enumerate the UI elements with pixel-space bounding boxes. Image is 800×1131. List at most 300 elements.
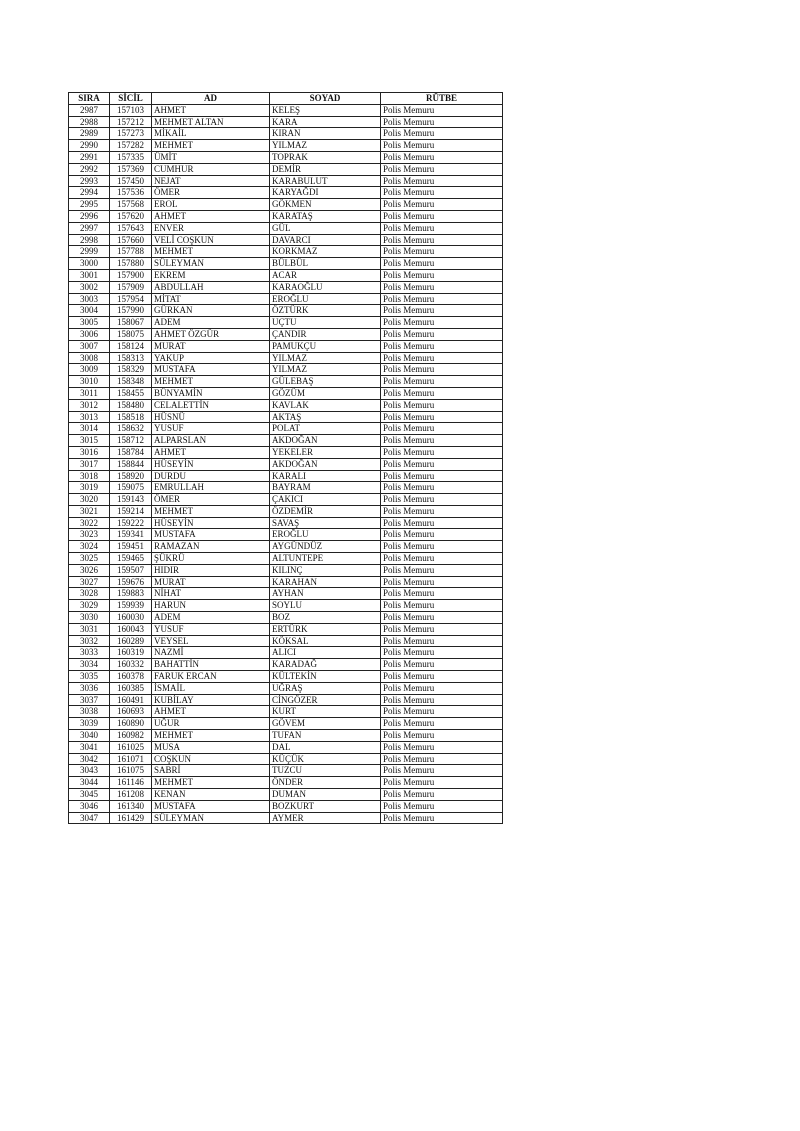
cell-sira: 3038: [69, 706, 110, 718]
table-row: [69, 293, 503, 305]
table-row: [69, 399, 503, 411]
cell-soyad: KÜLTEKİN: [270, 671, 381, 683]
table-row: [69, 671, 503, 683]
cell-sicil: 161429: [110, 812, 152, 824]
cell-ad: NİHAT: [152, 588, 270, 600]
cell-sira: 3034: [69, 659, 110, 671]
cell-sicil: 158313: [110, 352, 152, 364]
cell-sira: 3018: [69, 470, 110, 482]
cell-ad: YUSUF: [152, 623, 270, 635]
cell-ad: BAHATTİN: [152, 659, 270, 671]
cell-ad: MUSA: [152, 741, 270, 753]
cell-rutbe: Polis Memuru: [381, 210, 503, 222]
cell-ad: MEHMET: [152, 730, 270, 742]
cell-soyad: KILINÇ: [270, 564, 381, 576]
cell-ad: GÜRKAN: [152, 305, 270, 317]
cell-sicil: 160385: [110, 682, 152, 694]
cell-ad: FARUK ERCAN: [152, 671, 270, 683]
table-row: [69, 635, 503, 647]
cell-ad: MUSTAFA: [152, 364, 270, 376]
cell-sira: 3029: [69, 600, 110, 612]
cell-ad: SÜLEYMAN: [152, 812, 270, 824]
cell-soyad: ÖZTÜRK: [270, 305, 381, 317]
cell-ad: VEYSEL: [152, 635, 270, 647]
cell-sira: 3001: [69, 269, 110, 281]
cell-rutbe: Polis Memuru: [381, 564, 503, 576]
cell-sicil: 161146: [110, 777, 152, 789]
cell-sicil: 159451: [110, 541, 152, 553]
cell-rutbe: Polis Memuru: [381, 718, 503, 730]
cell-sira: 3037: [69, 694, 110, 706]
table-row: [69, 281, 503, 293]
table-row: [69, 328, 503, 340]
cell-soyad: KARAOĞLU: [270, 281, 381, 293]
cell-sira: 2987: [69, 104, 110, 116]
cell-sira: 2996: [69, 210, 110, 222]
cell-sicil: 158632: [110, 423, 152, 435]
cell-sira: 3015: [69, 435, 110, 447]
cell-sira: 3044: [69, 777, 110, 789]
cell-sicil: 157909: [110, 281, 152, 293]
cell-rutbe: Polis Memuru: [381, 151, 503, 163]
cell-sicil: 161075: [110, 765, 152, 777]
cell-ad: COŞKUN: [152, 753, 270, 765]
cell-sicil: 160332: [110, 659, 152, 671]
cell-sicil: 157788: [110, 246, 152, 258]
cell-ad: CUMHUR: [152, 163, 270, 175]
cell-ad: NAZMİ: [152, 647, 270, 659]
table-row: [69, 116, 503, 128]
table-row: [69, 623, 503, 635]
cell-sira: 3019: [69, 482, 110, 494]
cell-sicil: 158480: [110, 399, 152, 411]
cell-rutbe: Polis Memuru: [381, 529, 503, 541]
cell-soyad: GÜL: [270, 222, 381, 234]
cell-sira: 2990: [69, 140, 110, 152]
cell-sira: 2997: [69, 222, 110, 234]
cell-soyad: YEKELER: [270, 446, 381, 458]
cell-sira: 2989: [69, 128, 110, 140]
table-row: [69, 777, 503, 789]
cell-ad: CELALETTİN: [152, 399, 270, 411]
cell-sira: 3020: [69, 494, 110, 506]
cell-ad: MUSTAFA: [152, 529, 270, 541]
cell-sicil: 160043: [110, 623, 152, 635]
cell-ad: MEHMET: [152, 376, 270, 388]
cell-sicil: 159939: [110, 600, 152, 612]
cell-soyad: PAMUKÇU: [270, 340, 381, 352]
cell-rutbe: Polis Memuru: [381, 671, 503, 683]
cell-rutbe: Polis Memuru: [381, 128, 503, 140]
cell-sira: 2992: [69, 163, 110, 175]
cell-sicil: 158518: [110, 411, 152, 423]
cell-sira: 3005: [69, 317, 110, 329]
cell-sira: 3024: [69, 541, 110, 553]
cell-soyad: KARALI: [270, 470, 381, 482]
cell-rutbe: Polis Memuru: [381, 399, 503, 411]
cell-rutbe: Polis Memuru: [381, 317, 503, 329]
header-sicil: SİCİL: [110, 93, 152, 105]
cell-ad: HARUN: [152, 600, 270, 612]
cell-ad: AHMET: [152, 210, 270, 222]
table-row: [69, 765, 503, 777]
cell-sicil: 157282: [110, 140, 152, 152]
cell-ad: BÜNYAMİN: [152, 387, 270, 399]
cell-soyad: EROĞLU: [270, 293, 381, 305]
cell-sira: 3023: [69, 529, 110, 541]
cell-rutbe: Polis Memuru: [381, 694, 503, 706]
table-row: [69, 151, 503, 163]
cell-ad: KUBİLAY: [152, 694, 270, 706]
cell-soyad: BAYRAM: [270, 482, 381, 494]
personnel-table: [68, 92, 503, 824]
cell-sicil: 157643: [110, 222, 152, 234]
cell-sira: 2995: [69, 199, 110, 211]
cell-rutbe: Polis Memuru: [381, 706, 503, 718]
cell-rutbe: Polis Memuru: [381, 659, 503, 671]
cell-rutbe: Polis Memuru: [381, 411, 503, 423]
cell-soyad: DEMİR: [270, 163, 381, 175]
cell-sicil: 157954: [110, 293, 152, 305]
cell-sicil: 158329: [110, 364, 152, 376]
table-row: [69, 175, 503, 187]
header-soyad: SOYAD: [270, 93, 381, 105]
table-row: [69, 564, 503, 576]
cell-sira: 3033: [69, 647, 110, 659]
cell-sicil: 157103: [110, 104, 152, 116]
table-row: [69, 435, 503, 447]
cell-sicil: 157568: [110, 199, 152, 211]
cell-sicil: 161025: [110, 741, 152, 753]
cell-soyad: ÖNDER: [270, 777, 381, 789]
cell-sicil: 158844: [110, 458, 152, 470]
cell-soyad: KIRAN: [270, 128, 381, 140]
cell-rutbe: Polis Memuru: [381, 305, 503, 317]
cell-sicil: 160030: [110, 612, 152, 624]
table-row: [69, 104, 503, 116]
table-row: [69, 494, 503, 506]
cell-rutbe: Polis Memuru: [381, 340, 503, 352]
cell-rutbe: Polis Memuru: [381, 140, 503, 152]
cell-sicil: 157536: [110, 187, 152, 199]
cell-rutbe: Polis Memuru: [381, 104, 503, 116]
cell-soyad: GÖVEM: [270, 718, 381, 730]
cell-soyad: TUFAN: [270, 730, 381, 742]
cell-rutbe: Polis Memuru: [381, 741, 503, 753]
cell-ad: ADEM: [152, 612, 270, 624]
table-row: [69, 753, 503, 765]
cell-sira: 3031: [69, 623, 110, 635]
cell-sicil: 160693: [110, 706, 152, 718]
cell-ad: MEHMET: [152, 505, 270, 517]
cell-sicil: 157900: [110, 269, 152, 281]
cell-rutbe: Polis Memuru: [381, 765, 503, 777]
cell-sicil: 159341: [110, 529, 152, 541]
table-row: [69, 446, 503, 458]
table-row: [69, 682, 503, 694]
table-row: [69, 305, 503, 317]
table-row: [69, 317, 503, 329]
table-row: [69, 340, 503, 352]
cell-soyad: YILMAZ: [270, 140, 381, 152]
table-row: [69, 706, 503, 718]
cell-soyad: GÜLEBAŞ: [270, 376, 381, 388]
cell-sicil: 160378: [110, 671, 152, 683]
cell-rutbe: Polis Memuru: [381, 387, 503, 399]
table-row: [69, 517, 503, 529]
cell-soyad: AKDOĞAN: [270, 458, 381, 470]
cell-sicil: 161340: [110, 800, 152, 812]
cell-rutbe: Polis Memuru: [381, 482, 503, 494]
cell-sira: 3041: [69, 741, 110, 753]
table-row: [69, 694, 503, 706]
cell-ad: DURDU: [152, 470, 270, 482]
cell-soyad: KARABULUT: [270, 175, 381, 187]
cell-soyad: KURT: [270, 706, 381, 718]
cell-soyad: KARADAĞ: [270, 659, 381, 671]
cell-ad: HÜSEYİN: [152, 517, 270, 529]
cell-sira: 3035: [69, 671, 110, 683]
table-row: [69, 553, 503, 565]
cell-rutbe: Polis Memuru: [381, 246, 503, 258]
cell-sicil: 160982: [110, 730, 152, 742]
cell-rutbe: Polis Memuru: [381, 612, 503, 624]
table-row: [69, 411, 503, 423]
cell-sicil: 159676: [110, 576, 152, 588]
cell-soyad: ÇAKICI: [270, 494, 381, 506]
cell-sira: 3004: [69, 305, 110, 317]
cell-soyad: BÜLBÜL: [270, 258, 381, 270]
cell-rutbe: Polis Memuru: [381, 364, 503, 376]
cell-ad: MURAT: [152, 340, 270, 352]
cell-sira: 3009: [69, 364, 110, 376]
cell-soyad: POLAT: [270, 423, 381, 435]
cell-sira: 3011: [69, 387, 110, 399]
cell-rutbe: Polis Memuru: [381, 423, 503, 435]
cell-sicil: 160491: [110, 694, 152, 706]
cell-ad: EROL: [152, 199, 270, 211]
cell-rutbe: Polis Memuru: [381, 682, 503, 694]
table-row: [69, 730, 503, 742]
cell-sicil: 158920: [110, 470, 152, 482]
cell-rutbe: Polis Memuru: [381, 553, 503, 565]
cell-sicil: 160890: [110, 718, 152, 730]
cell-ad: VELİ COŞKUN: [152, 234, 270, 246]
cell-soyad: SOYLU: [270, 600, 381, 612]
cell-ad: MİTAT: [152, 293, 270, 305]
cell-rutbe: Polis Memuru: [381, 187, 503, 199]
cell-ad: MİKAİL: [152, 128, 270, 140]
cell-soyad: KELEŞ: [270, 104, 381, 116]
cell-soyad: EROĞLU: [270, 529, 381, 541]
cell-soyad: AYGÜNDÜZ: [270, 541, 381, 553]
cell-ad: ŞÜKRÜ: [152, 553, 270, 565]
table-row: [69, 612, 503, 624]
cell-sira: 3008: [69, 352, 110, 364]
cell-ad: EKREM: [152, 269, 270, 281]
cell-soyad: KAVLAK: [270, 399, 381, 411]
cell-sira: 3021: [69, 505, 110, 517]
cell-rutbe: Polis Memuru: [381, 812, 503, 824]
table-row: [69, 482, 503, 494]
cell-ad: MEHMET ALTAN: [152, 116, 270, 128]
table-row: [69, 234, 503, 246]
cell-soyad: KARAHAN: [270, 576, 381, 588]
cell-sira: 3012: [69, 399, 110, 411]
cell-sira: 3000: [69, 258, 110, 270]
cell-sira: 3003: [69, 293, 110, 305]
cell-rutbe: Polis Memuru: [381, 494, 503, 506]
cell-ad: AHMET: [152, 706, 270, 718]
cell-rutbe: Polis Memuru: [381, 647, 503, 659]
table-body: [69, 104, 503, 824]
cell-sira: 2999: [69, 246, 110, 258]
cell-sicil: 157660: [110, 234, 152, 246]
table-row: [69, 800, 503, 812]
cell-soyad: TOPRAK: [270, 151, 381, 163]
cell-ad: HIDIR: [152, 564, 270, 576]
cell-sicil: 158784: [110, 446, 152, 458]
cell-ad: SABRİ: [152, 765, 270, 777]
cell-rutbe: Polis Memuru: [381, 789, 503, 801]
table-row: [69, 541, 503, 553]
cell-rutbe: Polis Memuru: [381, 446, 503, 458]
table-row: [69, 576, 503, 588]
cell-rutbe: Polis Memuru: [381, 234, 503, 246]
cell-ad: ALPARSLAN: [152, 435, 270, 447]
cell-rutbe: Polis Memuru: [381, 576, 503, 588]
cell-soyad: GÖZÜM: [270, 387, 381, 399]
cell-sira: 3028: [69, 588, 110, 600]
table-row: [69, 140, 503, 152]
cell-ad: MEHMET: [152, 140, 270, 152]
cell-rutbe: Polis Memuru: [381, 600, 503, 612]
cell-sira: 3017: [69, 458, 110, 470]
cell-rutbe: Polis Memuru: [381, 635, 503, 647]
cell-rutbe: Polis Memuru: [381, 470, 503, 482]
table-row: [69, 364, 503, 376]
cell-rutbe: Polis Memuru: [381, 281, 503, 293]
cell-rutbe: Polis Memuru: [381, 505, 503, 517]
cell-soyad: AYMER: [270, 812, 381, 824]
cell-sira: 3014: [69, 423, 110, 435]
cell-soyad: CİNGÖZER: [270, 694, 381, 706]
table-row: [69, 210, 503, 222]
cell-sicil: 159507: [110, 564, 152, 576]
cell-ad: HÜSEYİN: [152, 458, 270, 470]
cell-sicil: 161208: [110, 789, 152, 801]
cell-sicil: 161071: [110, 753, 152, 765]
table-row: [69, 647, 503, 659]
cell-soyad: ACAR: [270, 269, 381, 281]
cell-ad: YAKUP: [152, 352, 270, 364]
cell-sicil: 158075: [110, 328, 152, 340]
cell-soyad: KÖKSAL: [270, 635, 381, 647]
cell-ad: AHMET ÖZGÜR: [152, 328, 270, 340]
table-row: [69, 258, 503, 270]
cell-rutbe: Polis Memuru: [381, 116, 503, 128]
cell-soyad: AKTAŞ: [270, 411, 381, 423]
cell-soyad: KARATAŞ: [270, 210, 381, 222]
cell-sira: 3025: [69, 553, 110, 565]
cell-rutbe: Polis Memuru: [381, 163, 503, 175]
table-row: [69, 718, 503, 730]
cell-soyad: ERTÜRK: [270, 623, 381, 635]
cell-rutbe: Polis Memuru: [381, 293, 503, 305]
cell-rutbe: Polis Memuru: [381, 623, 503, 635]
cell-sira: 3007: [69, 340, 110, 352]
cell-sira: 3026: [69, 564, 110, 576]
cell-soyad: KÜÇÜK: [270, 753, 381, 765]
cell-ad: RAMAZAN: [152, 541, 270, 553]
cell-sicil: 158124: [110, 340, 152, 352]
cell-soyad: TUZCU: [270, 765, 381, 777]
table-row: [69, 600, 503, 612]
cell-sicil: 158348: [110, 376, 152, 388]
cell-soyad: YILMAZ: [270, 352, 381, 364]
cell-ad: HÜSNÜ: [152, 411, 270, 423]
cell-rutbe: Polis Memuru: [381, 199, 503, 211]
cell-sira: 2994: [69, 187, 110, 199]
cell-rutbe: Polis Memuru: [381, 800, 503, 812]
cell-rutbe: Polis Memuru: [381, 435, 503, 447]
table-row: [69, 128, 503, 140]
cell-soyad: KARA: [270, 116, 381, 128]
cell-ad: AHMET: [152, 104, 270, 116]
table-header-row: [69, 93, 503, 105]
cell-sicil: 160289: [110, 635, 152, 647]
cell-sira: 3030: [69, 612, 110, 624]
cell-ad: MURAT: [152, 576, 270, 588]
table-row: [69, 269, 503, 281]
cell-ad: MUSTAFA: [152, 800, 270, 812]
cell-rutbe: Polis Memuru: [381, 777, 503, 789]
cell-sira: 2993: [69, 175, 110, 187]
cell-ad: AHMET: [152, 446, 270, 458]
cell-ad: ÖMER: [152, 187, 270, 199]
table-row: [69, 423, 503, 435]
cell-rutbe: Polis Memuru: [381, 352, 503, 364]
cell-sicil: 157335: [110, 151, 152, 163]
cell-sicil: 157273: [110, 128, 152, 140]
cell-soyad: DAL: [270, 741, 381, 753]
cell-ad: SÜLEYMAN: [152, 258, 270, 270]
cell-sira: 3047: [69, 812, 110, 824]
cell-soyad: SAVAŞ: [270, 517, 381, 529]
cell-ad: MEHMET: [152, 246, 270, 258]
cell-sira: 3042: [69, 753, 110, 765]
cell-sicil: 157620: [110, 210, 152, 222]
table-row: [69, 741, 503, 753]
cell-soyad: GÖKMEN: [270, 199, 381, 211]
table-row: [69, 387, 503, 399]
cell-soyad: DUMAN: [270, 789, 381, 801]
cell-ad: ENVER: [152, 222, 270, 234]
table-row: [69, 376, 503, 388]
cell-soyad: UÇTU: [270, 317, 381, 329]
table-row: [69, 470, 503, 482]
cell-rutbe: Polis Memuru: [381, 541, 503, 553]
cell-sira: 3013: [69, 411, 110, 423]
cell-sira: 3043: [69, 765, 110, 777]
cell-sira: 2988: [69, 116, 110, 128]
cell-ad: NEJAT: [152, 175, 270, 187]
cell-rutbe: Polis Memuru: [381, 753, 503, 765]
cell-soyad: KORKMAZ: [270, 246, 381, 258]
cell-soyad: BOZKURT: [270, 800, 381, 812]
cell-sicil: 159075: [110, 482, 152, 494]
cell-sira: 3027: [69, 576, 110, 588]
